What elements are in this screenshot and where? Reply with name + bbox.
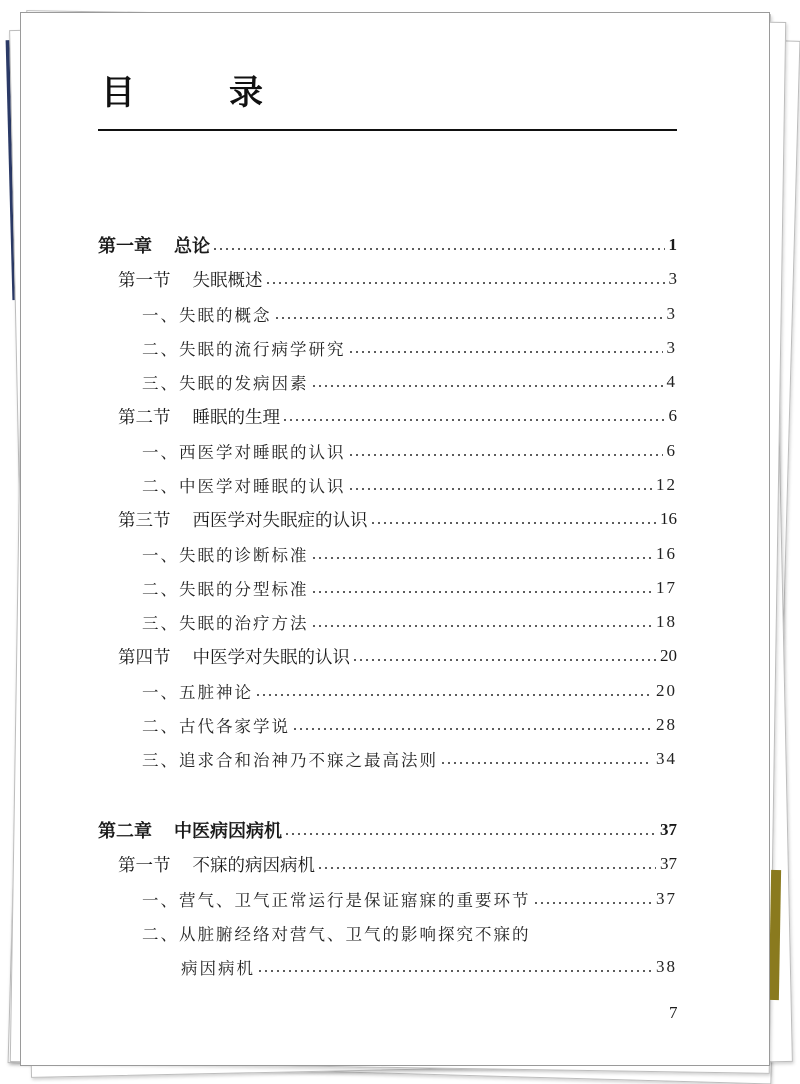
page-ref: 18 (656, 612, 677, 631)
document-page (20, 12, 770, 1066)
dot-leader (533, 902, 653, 904)
item-title: 一、营气、卫气正常运行是保证寤寐的重要环节 (142, 891, 531, 910)
item-title-continuation: 病因病机 (181, 959, 255, 978)
item-title: 二、古代各家学说 (142, 717, 290, 736)
dot-leader (311, 557, 653, 559)
page-ref: 1 (668, 235, 677, 254)
section-title: 中医学对失眠的认识 (192, 647, 350, 668)
dot-leader (257, 970, 652, 972)
dot-leader (284, 833, 656, 835)
item-title: 一、失眠的概念 (142, 306, 272, 325)
item-title: 一、五脏神论 (142, 683, 253, 702)
toc-item[interactable] (21, 300, 677, 328)
page-ref: 37 (660, 820, 677, 839)
section-title: 西医学对失眠症的认识 (192, 510, 368, 531)
page-ref: 34 (656, 749, 677, 768)
toc-item[interactable] (21, 574, 677, 602)
section-title: 失眠概述 (192, 270, 263, 291)
table-of-contents (21, 13, 769, 1065)
dot-leader (311, 385, 663, 387)
toc-chapter-1[interactable] (21, 231, 677, 259)
dot-leader (370, 522, 657, 524)
toc-section-1-1[interactable] (21, 265, 677, 293)
page-title: 目 录 (101, 73, 293, 113)
dot-leader (255, 694, 652, 696)
page-ref: 37 (656, 889, 677, 908)
page-number: 7 (669, 1003, 678, 1022)
dot-leader (348, 351, 663, 353)
toc-section-2-1[interactable] (21, 850, 677, 878)
toc-item[interactable] (21, 368, 677, 396)
toc-item[interactable] (21, 608, 677, 636)
toc-section-1-2[interactable] (21, 402, 677, 430)
section-title: 睡眠的生理 (192, 407, 280, 428)
page-ref: 38 (656, 957, 677, 976)
item-title: 一、失眠的诊断标准 (142, 546, 309, 565)
item-title: 二、失眠的流行病学研究 (142, 340, 346, 359)
page-ref: 4 (666, 372, 677, 391)
chapter-label: 第一章 (98, 236, 152, 257)
page-ref: 20 (656, 681, 677, 700)
item-title: 一、西医学对睡眠的认识 (142, 443, 346, 462)
item-title: 三、失眠的治疗方法 (142, 614, 309, 633)
dot-leader (311, 591, 653, 593)
dot-leader (265, 282, 665, 284)
dot-leader (440, 762, 652, 764)
page-ref: 17 (656, 578, 677, 597)
toc-item[interactable] (21, 919, 677, 947)
dot-leader (348, 488, 653, 490)
toc-item[interactable] (21, 885, 677, 913)
dot-leader (352, 659, 656, 661)
section-label: 第三节 (118, 510, 171, 531)
toc-item[interactable] (21, 334, 677, 362)
dot-leader (311, 625, 653, 627)
section-label: 第四节 (118, 647, 171, 668)
page-ref: 16 (656, 544, 677, 563)
item-title: 二、中医学对睡眠的认识 (142, 477, 346, 496)
page-ref: 16 (660, 509, 677, 528)
toc-chapter-2[interactable] (21, 816, 677, 844)
page-ref: 37 (660, 854, 677, 873)
page-ref: 3 (666, 338, 677, 357)
dot-leader (348, 454, 663, 456)
item-title: 三、追求合和治神乃不寐之最高法则 (142, 751, 438, 770)
section-label: 第一节 (118, 855, 171, 876)
toc-section-1-3[interactable] (21, 505, 677, 533)
chapter-label: 第二章 (98, 821, 152, 842)
chapter-title: 中医病因病机 (174, 821, 282, 842)
toc-item[interactable] (21, 711, 677, 739)
dot-leader (282, 419, 665, 421)
dot-leader (292, 728, 652, 730)
toc-item[interactable] (21, 540, 677, 568)
section-label: 第二节 (118, 407, 171, 428)
toc-item[interactable] (21, 471, 677, 499)
page-ref: 28 (656, 715, 677, 734)
page-ref: 3 (666, 304, 677, 323)
dot-leader (212, 248, 665, 250)
toc-section-1-4[interactable] (21, 642, 677, 670)
page-ref: 6 (668, 406, 677, 425)
toc-item[interactable] (21, 677, 677, 705)
page-ref: 6 (666, 441, 677, 460)
section-label: 第一节 (118, 270, 171, 291)
toc-item-continuation[interactable] (21, 953, 677, 981)
dot-leader (317, 867, 656, 869)
page-ref: 20 (660, 646, 677, 665)
page-ref: 12 (656, 475, 677, 494)
toc-item[interactable] (21, 437, 677, 465)
item-title: 二、失眠的分型标准 (142, 580, 309, 599)
section-title: 不寐的病因病机 (192, 855, 315, 876)
item-title: 三、失眠的发病因素 (142, 374, 309, 393)
dot-leader (274, 317, 663, 319)
item-title: 二、从脏腑经络对营气、卫气的影响探究不寐的 (142, 925, 531, 944)
chapter-title: 总论 (174, 236, 210, 257)
page-ref: 3 (668, 269, 677, 288)
toc-item[interactable] (21, 745, 677, 773)
